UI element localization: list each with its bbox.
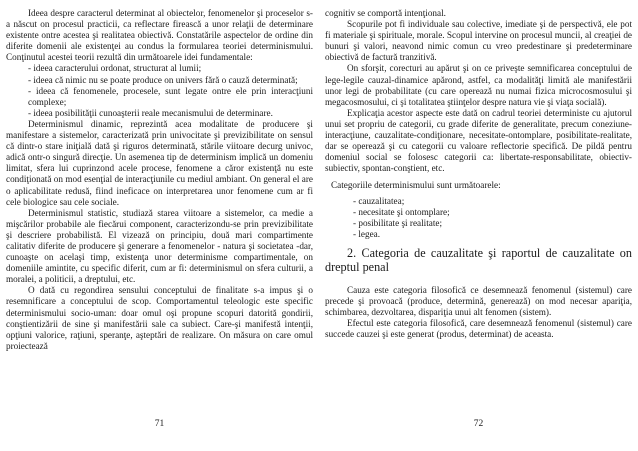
right-page — [319, 0, 638, 451]
categories-intro: Categoriile determinismului sunt următoarele: — [331, 180, 501, 191]
section-heading: 2. Categoria de cauzalitate şi raportul de cauzalitate on dreptul penal — [325, 245, 632, 275]
list-item: - ideea că nimic nu se poate produce on univers fără o cauză determinată; — [28, 74, 298, 85]
paragraph: Determinismul statistic, studiază starea viitoare a sistemelor, ca medie a mişcărilor probabile ale fiecărui component, caracterizondu-se prin previzibilitate şi descriere probabilistă. El vizează on principiu, două mari compartimente calitativ diferite de producere şi generare a fenomenelor - natura şi societatea -dar, cunoaşte on acelaşi timp, existenţa unor determinisme compartimentale, on domeniile amintite, cu specific diferit, cum ar fi: determinismul on sfera culturii, a moralei, a politicii, a dreptului, etc. — [6, 207, 313, 285]
paragraph: Cauza este categoria filosofică ce desemnează fenomenul (sistemul) care precede şi provoacă (produce, determină, generează) on mod necesar apariţia, schimbarea, dezvoltarea, dispariţia unui alt fenomen (sistem). — [325, 284, 632, 318]
paragraph: O dată cu regondirea sensului conceptului de finalitate s-a impus şi o resemnificare a conceptului de scop. Comportamentul teleologic este specific determinismului socio-uman: doar omul oşi propune scopuri datorită gondirii, conştientizării de sine şi manifestării sale ca subiect. Care-şi manifestă intenţii, opţiuni valorice, raţiuni, speranţe, aşteptări de realizare. On măsura on care omul proiectează — [6, 285, 313, 351]
page-number-left: 71 — [154, 419, 165, 429]
list-item: - ideea că fenomenele, procesele, sunt legate ontre ele prin interacţiuni complexe; — [28, 85, 313, 107]
list-item: - ideea posibilităţii cunoaşterii reale mecanismului de determinare. — [28, 107, 273, 118]
paragraph: cognitiv se comportă intenţional. — [325, 8, 446, 18]
paragraph: Scopurile pot fi individuale sau colective, imediate şi de perspectivă, ele pot fi materiale şi spirituale, morale. Scopul intervine on procesul muncii, al creaţiei de bunuri şi valori, neavond nimic comun cu vreo predestinare şi predeterminare obiectivă de factură tranzitivă. — [325, 19, 632, 63]
left-page-body — [6, 8, 313, 352]
categories-list — [325, 196, 632, 240]
category-item: - legea. — [353, 228, 381, 239]
category-item: - cauzalitatea; — [353, 195, 405, 206]
paragraph: Ideea despre caracterul determinat al obiectelor, fenomenelor şi proceselor s-a născut on procesul practicii, ca reflectare firească a unor relaţii de determinare existente ontre acestea şi realitatea obiectivă. Constatările aspectelor de ordine din diferite domenii ale existenţei au condus la formularea teoriei determinismului. Conţinutul acestei teorii rezultă din următoarele idei fundamentale: — [6, 8, 313, 63]
paragraph: On sforşit, corecturi au apărut şi on ce priveşte semnificarea conceptului de lege-legile cauzal-dinamice apărond, astfel, ca modalităţi limită ale manifestării unor legi de probabilitate (cu care operează nu numai fizica microcosmosului şi megacosmosului, ci şi totalitatea ştiinţelor despre natura vie şi viaţa socială). — [325, 63, 632, 107]
page-number-right: 72 — [473, 419, 484, 429]
category-item: - necesitate şi ontomplare; — [353, 206, 450, 217]
right-page-body-top — [325, 8, 632, 174]
paragraph: Explicaţia acestor aspecte este dată on cadrul teoriei deterministe cu ajutorul unui set propriu de categorii, cu grade diferite de generalitate, precum coneziune-interacţiune, cauzalitate-condiţionare, necesitate-ontomplare, posibilitate-realitate, dar se operează şi cu categorii cu valoare reflectorie specifică. De pildă pentru domeniul social se folosesc categorii ca: libertate-responsabilitate, obiectiv-subiectiv, spontan-conştient, etc. — [325, 107, 632, 174]
paragraph: Efectul este categoria filosofică, care desemnează fenomenul (sistemul) care succede cauzei şi este generat (produs, determinat) de aceasta. — [325, 318, 632, 340]
category-item: - posibilitate şi realitate; — [353, 217, 443, 228]
list-item: - ideea caracterului ordonat, structurat al lumii; — [28, 63, 202, 74]
right-page-body-bottom — [325, 285, 632, 340]
paragraph: Determinismul dinamic, reprezintă acea modalitate de producere şi manifestare a sistemelor, caracterizată prin univocitate şi previzibilitate on sensul că dintr-o stare iniţială dată şi riguros determinată, stările viitoare decurg univoc, adică ontr-o singură direcţie. Un asemenea tip de determinism implică un domeniu limitat, sfera lui cuprinzond acele procese, fenomene a căror existenţă nu este condiţionată on mod esenţial de interacţiunile cu mediul ambiant. On general el are o aplicabilitate redusă, fiind ineficace on interpretarea unor fenomene cum ar fi cele biologice sau cele sociale. — [6, 118, 313, 207]
